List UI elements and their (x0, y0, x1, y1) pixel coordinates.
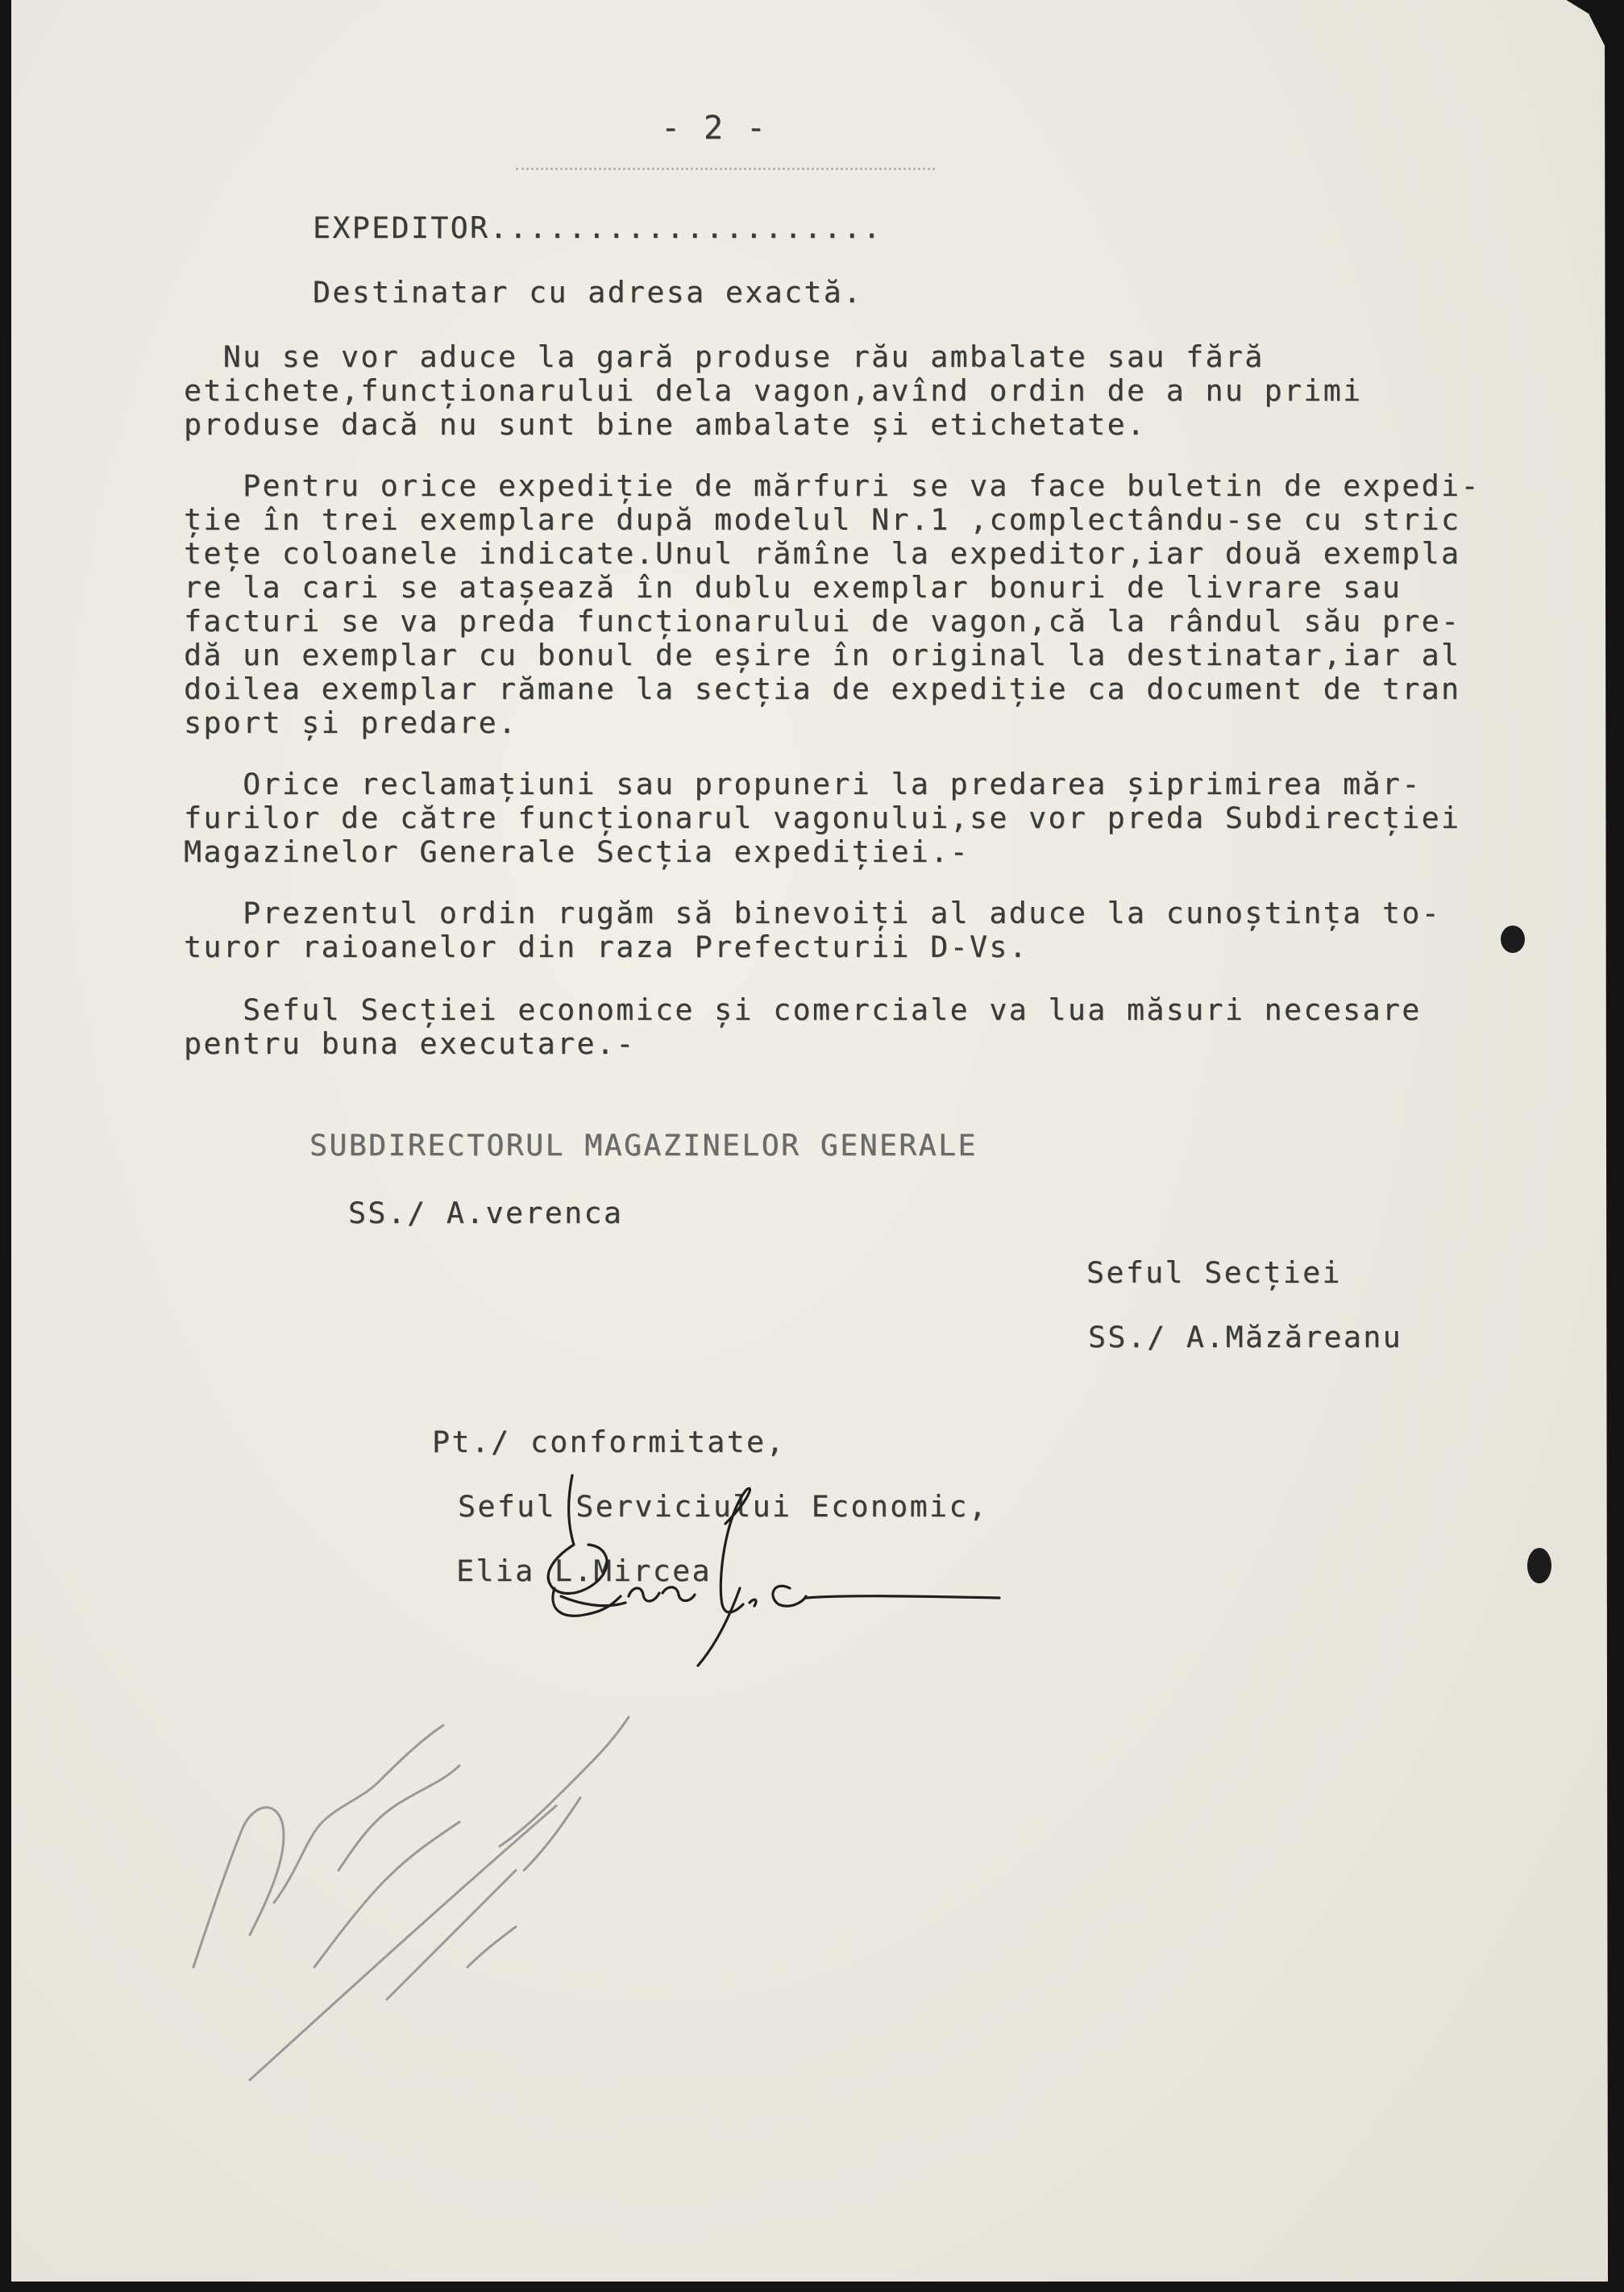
paragraph-line: Prezentul ordin rugăm să binevoiți al aduce la cunoștința to- (184, 896, 1441, 930)
conformity-label: Pt./ conformitate, (432, 1425, 786, 1459)
paragraph-line: ție în trei exemplare după modelul Nr.1 ,complectându-se cu stric (184, 502, 1461, 537)
signatory-name: SS./ A.verenca (348, 1196, 624, 1230)
pencil-annotation (177, 1661, 741, 2112)
paragraph-line: doilea exemplar rămane la secția de expediție ca document de tran (184, 672, 1461, 706)
paragraph-line: Pentru orice expediție de mărfuri se va face buletin de expedi- (184, 468, 1481, 503)
paragraph-line: etichete,funcționarului dela vagon,avînd ordin de a nu primi (184, 373, 1363, 408)
paragraph-line: Seful Secției economice și comerciale va lua măsuri necesare (184, 992, 1422, 1027)
paragraph-line: pentru buna executare.- (184, 1026, 636, 1061)
recipient-line: Destinatar cu adresa exactă. (313, 275, 863, 310)
service-name: Elia L.Mircea (456, 1554, 712, 1588)
section-title: Seful Secției (1086, 1255, 1342, 1290)
paragraph-line: dă un exemplar cu bonul de eșire în original la destinatar,iar al (184, 638, 1461, 672)
paragraph-line: Orice reclamațiuni sau propuneri la predarea șiprimirea măr- (184, 767, 1422, 801)
punch-hole (1527, 1548, 1551, 1583)
handwritten-signature (484, 1467, 1016, 1685)
signatory-title: SUBDIRECTORUL MAGAZINELOR GENERALE (309, 1128, 978, 1163)
paragraph-line: sport și predare. (184, 705, 518, 740)
paragraph-line: tețe coloanele indicate.Unul rămîne la expeditor,iar două exempla (184, 536, 1461, 571)
page-number: - 2 - (661, 110, 768, 147)
paragraph-line: facturi se va preda funcționarului de vagon,că la rândul său pre- (184, 604, 1461, 639)
sender-line: EXPEDITOR.................... (313, 210, 883, 245)
ink-blot (1501, 926, 1525, 953)
paragraph-line: furilor de către funcționarul vagonului,se vor preda Subdirecției (184, 801, 1461, 835)
header-rule (516, 168, 935, 170)
paragraph-line: Magazinelor Generale Secția expediției.- (184, 834, 970, 869)
paragraph-line: Nu se vor aduce la gară produse rău ambalate sau fără (184, 339, 1265, 374)
section-name: SS./ A.Măzăreanu (1088, 1320, 1402, 1354)
paragraph-line: re la cari se atașează în dublu exemplar bonuri de livrare sau (184, 570, 1402, 605)
paragraph-line: turor raioanelor din raza Prefecturii D-Vs. (184, 930, 1029, 964)
paragraph-line: produse dacă nu sunt bine ambalate și etichetate. (184, 407, 1147, 442)
service-title: Seful Serviciului Economic, (458, 1489, 989, 1524)
